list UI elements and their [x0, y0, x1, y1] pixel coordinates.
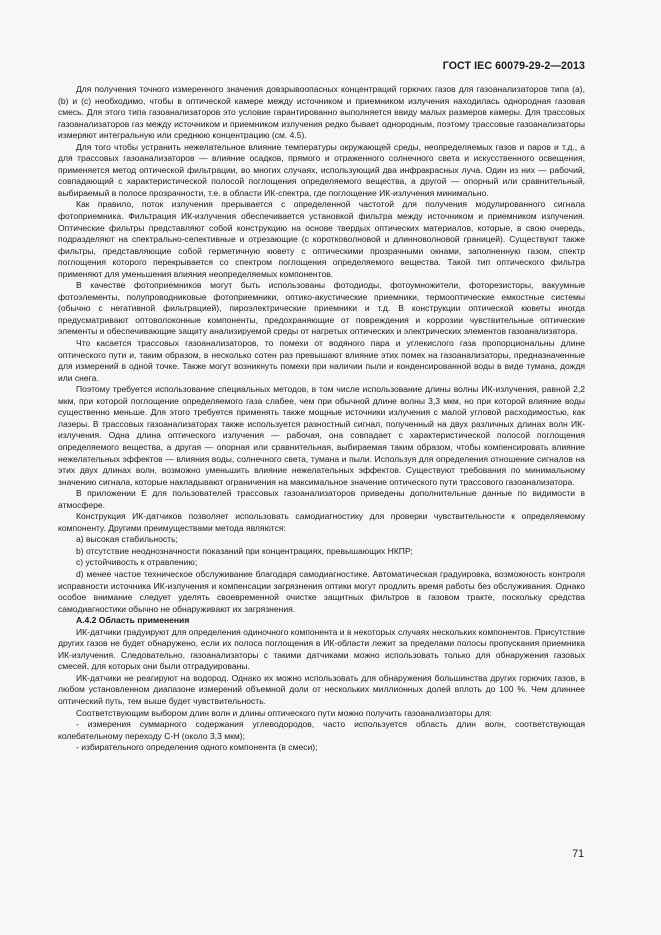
list-item: b) отсутствие неоднозначности показаний при концентрациях, превышающих НКПР;	[76, 545, 413, 556]
body-text	[58, 84, 585, 754]
paragraph: Как правило, поток излучения прерывается с определенной частотой для получения модулированного сигнала фотоприемника. Фильтрация ИК-излучения обеспечивается установкой фильтра между источником и приемником излучения. Оптические фильтры представляют собой конструкцию на основе твердых оптических материалов, которые, в свою очередь, подразделяют на спектрально-селективные и отрезающие (с коротковолновой и длинноволновой границей). Существуют также фильтры, представляющие собой герметичную кювету с оптическими прозрачными окнами, заполненную газом, спектр поглощения которого перекрывается со спектром поглощения определяемого вещества. Такой тип оптического фильтра применяют для уменьшения влияния неопределяемых компонентов.	[58, 199, 585, 279]
list-item: c) устойчивость к отравлению;	[76, 557, 198, 568]
paragraph: Конструкция ИК-датчиков позволяет использовать самодиагностику для проверки чувствительности к определяемому компоненту. Другими преимуществами метода являются:	[58, 511, 585, 533]
page-number: 71	[572, 848, 584, 860]
paragraph: Для получения точного измеренного значения довзрывоопасных концентраций горючих газов для газоанализаторов типа (а), (b) и (с) необходимо, чтобы в оптической камере между источником и приемником излучения находилась однородная газовая смесь. Для этого типа газоанализаторов это условие гарантированно выполняется ввиду малых размеров камеры. Для трассовых газоанализаторов газ между источником и приемником излучения редко бывает однородным, поэтому трассовые газоанализаторы измеряют интегральную или среднюю концентрацию (см. 4.5).	[58, 84, 585, 141]
paragraph: ИК-датчики не реагируют на водород. Однако их можно использовать для обнаружения большинства других горючих газов, в любом установленном диапазоне измерений объемной доли от нескольких миллионных долей вплоть до 100 %. Чем длиннее оптический путь, тем выше будет чувствительность.	[58, 672, 585, 706]
paragraph: Для того чтобы устранить нежелательное влияние температуры окружающей среды, неопределяемых газов и паров и т.д., а для трассовых газоанализаторов — влияние осадков, прямого и отраженного солнечного света и искусственного освещения, применяется метод оптической фильтрации, во многих случаях, использующий два инфракрасных луча. Один из них — рабочий, совпадающий с характеристической полосой поглощения определяемого вещества, а другой — опорный или сравнительный, выбираемый в полосе прозрачности, т.е. в области ИК-спектра, где поглощение ИК-излучения минимально.	[58, 141, 585, 198]
paragraph: ИК-датчики градуируют для определения одиночного компонента и в некоторых случаях нескольких компонентов. Присутствие других газов не будет обнаружено, если их полоса поглощения в ИК-области лежит за пределами полосы пропускания приемника ИК-излучения. Следовательно, газоанализаторы с такими датчиками можно использовать только для обнаружения газовых смесей, для которых они были отградуированы.	[58, 626, 585, 672]
paragraph: Соответствующим выбором длин волн и длины оптического пути можно получить газоанализаторы для:	[76, 707, 492, 718]
paragraph: Что касается трассовых газоанализаторов, то помехи от водяного пара и углекислого газа пропорциональны длине оптического пути и, таким образом, в несколько сотен раз превышают влияние этих помех на газоанализаторы, предназначенные для измерений в одной точке. Также могут возникнуть помехи при наличии пыли и конденсированной воды в виде тумана, дождя или снега.	[58, 338, 585, 383]
list-item: d) менее частое техническое обслуживание благодаря самодиагностике. Автоматическая градуировка, возможность контроля исправности источника ИК-излучения и компенсации загрязнения оптики могут продлить время работы без обслуживания. Однако особое внимание следует уделять своевременной очистке защитных фильтров в газовом тракте, поскольку средства самодиагностики обычно не обнаруживают их загрязнения.	[58, 568, 585, 614]
standard-header: ГОСТ IEC 60079-29-2—2013	[442, 60, 585, 72]
paragraph: Поэтому требуется использование специальных методов, в том числе использование длины волны ИК-излучения, равной 2,2 мкм, при которой поглощение определяемого газа слабее, чем при обычной длине волны 3,3 мкм, но при которой влияние воды существенно меньше. Для этого требуется применять также мощные источники излучения с малой угловой расходимостью, как лазеры. В трассовых газоанализаторах также используется разностный сигнал, полученный на двух различных длинах волн ИК-излучения. Одна длина оптического излучения — рабочая, она совпадает с характеристической полосой поглощения определяемого вещества, а другая — опорная или сравнительная, выбираемая таким образом, чтобы компенсировать влияние нежелательных эффектов — влияния воды, солнечного света, тумана и пыли. Используя для определения отношение сигналов на этих двух длинах волн, возможно уменьшить влияние нежелательных эффектов. Существуют требования по минимальному значению сигнала, которые накладывают ограничения на максимальное значение оптического пути трассового газоанализатора.	[58, 384, 585, 487]
paragraph: В приложении Е для пользователей трассовых газоанализаторов приведены дополнительные данные по видимости в атмосфере.	[58, 488, 585, 510]
subsection-title: A.4.2 Область применения	[76, 615, 190, 626]
list-item: - измерения суммарного содержания углеводородов, часто используется область длин волн, соответствующая колебательному переходу С-Н (около 3,3 мкм);	[58, 719, 585, 741]
list-item: a) высокая стабильность;	[76, 534, 178, 545]
list-item: - избирательного определения одного компонента (в смеси);	[76, 742, 318, 753]
paragraph: В качестве фотоприемников могут быть использованы фотодиоды, фотоумножители, фоторезисторы, вакуумные фотоэлементы, полупроводниковые фотоприемники, оптико-акустические приемники, термооптические емкостные системы (обычно с негативной фильтрацией), пироэлектрические приемники и т.д. В конструкции оптической кюветы иногда предусматривают оптоволоконные компоненты, предохраняющие от повреждения и коррозии чувствительные оптические элементы и обеспечивающие защиту анализируемой среды от нагретых оптических и электрических элементов газоанализатора.	[58, 280, 585, 337]
